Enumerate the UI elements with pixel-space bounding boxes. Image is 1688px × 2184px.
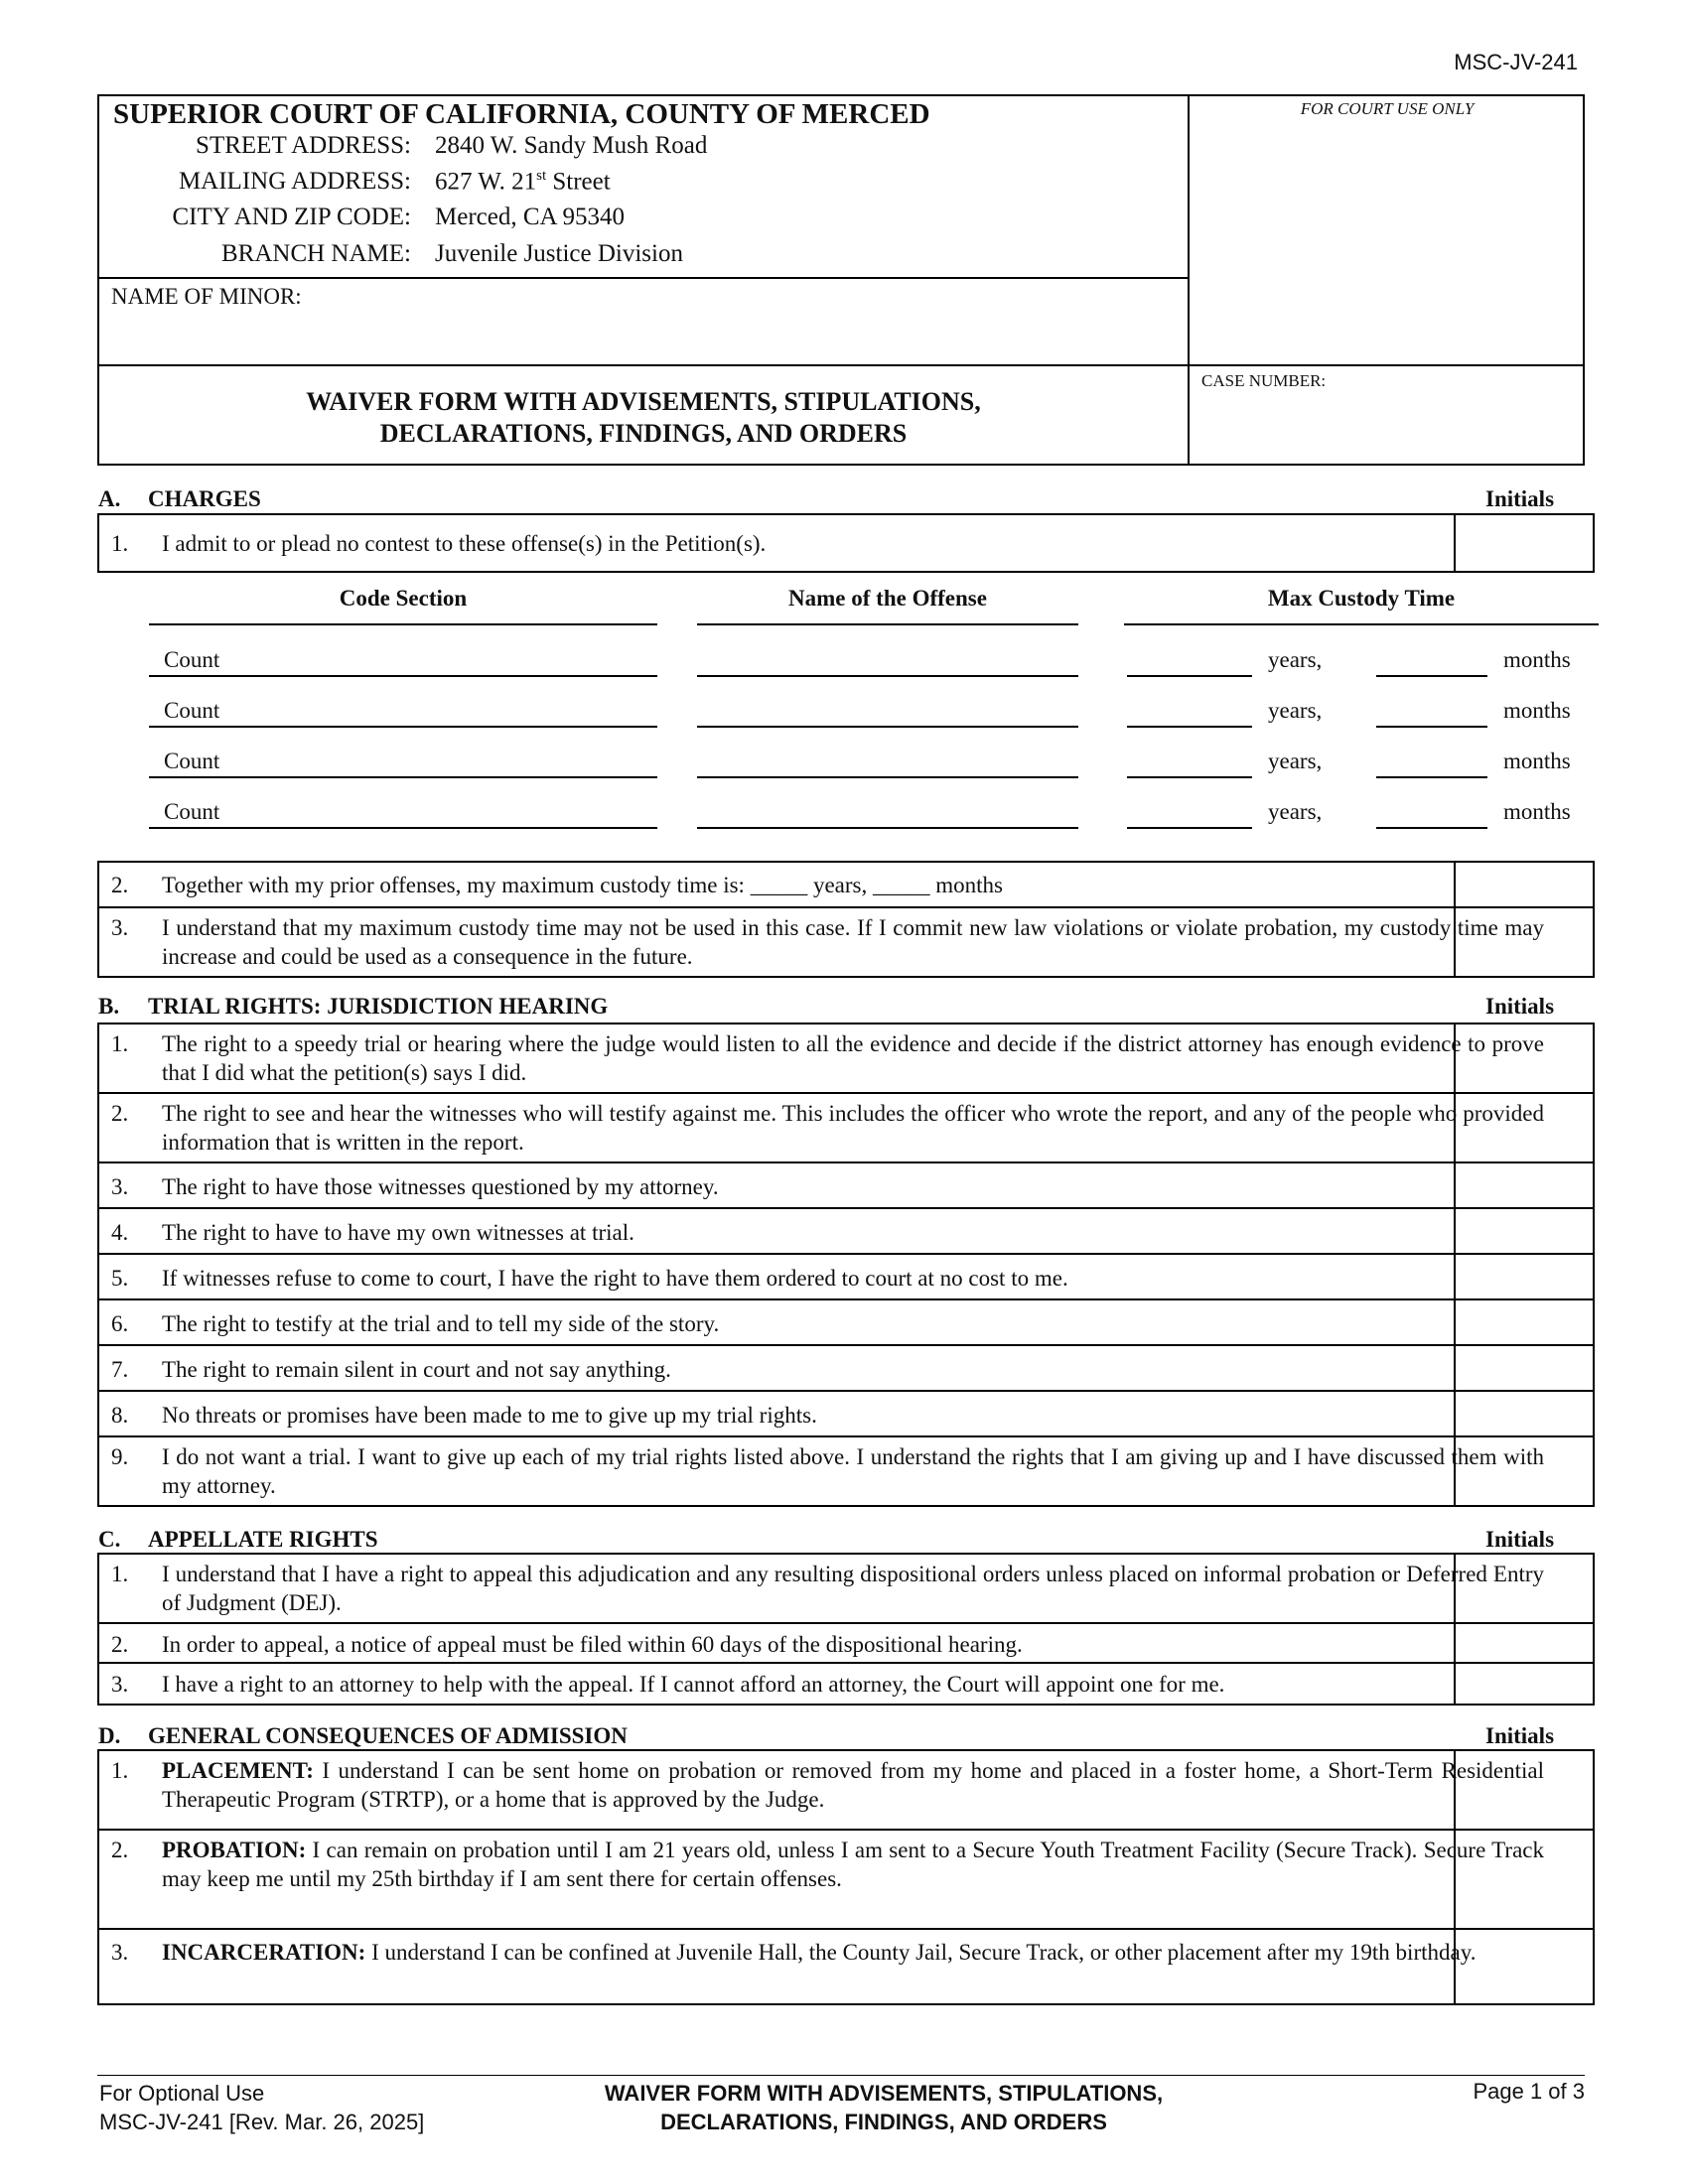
table-row: 7. The right to remain silent in court and not say anything. [99,1346,1593,1392]
initials-header: Initials [1485,486,1555,511]
section-a-item1: 1. I admit to or plead no contest to these offense(s) in the Petition(s). [97,513,1595,573]
section-b-heading: B. TRIAL RIGHTS: JURISDICTION HEARING [98,994,609,1019]
item-text: The right to have to have my own witnesses at trial. [162,1220,634,1245]
initials-box[interactable] [1454,1094,1593,1161]
offense-name-field[interactable] [697,776,1078,778]
years-label: years, [1268,799,1323,824]
initials-box[interactable] [1454,1255,1593,1298]
form-number: MSC-JV-241 [1454,50,1578,74]
years-label: years, [1268,698,1323,723]
initials-header: Initials [1485,1527,1555,1552]
years-field[interactable] [1127,726,1252,728]
table-row: 4. The right to have to have my own witnesses at trial. [99,1209,1593,1255]
code-section-field[interactable] [149,827,657,829]
initials-box[interactable] [1454,908,1593,976]
initials-box[interactable] [1454,1664,1593,1704]
count-label: Count [164,647,220,672]
initials-box[interactable] [1454,515,1593,571]
table-row: 5. If witnesses refuse to come to court, I have the right to have them ordered to court at no cost to me. [99,1255,1593,1300]
initials-box[interactable] [1454,1163,1593,1207]
section-d-table [97,1749,1595,2005]
item-text: The right to have those witnesses questioned by my attorney. [162,1174,719,1199]
item-text: PROBATION: I can remain on probation until I am 21 years old, unless I am sent to a Secure Youth Treatment Facility (Secure Track). Secure Track may keep me until my 25th birthday if I am sent there for certain offenses. [162,1838,1544,1891]
section-c-table [97,1553,1595,1706]
initials-box[interactable] [1454,1437,1593,1505]
code-section-field[interactable] [149,675,657,677]
footer-left: For Optional Use MSC-JV-241 [Rev. Mar. 26, 2025] [99,2081,425,2134]
form-title: WAIVER FORM WITH ADVISEMENTS, STIPULATIONS, DECLARATIONS, FINDINGS, AND ORDERS [306,387,981,448]
item-text: Together with my prior offenses, my maximum custody time is: _____ years, _____ months [162,873,1003,897]
years-field[interactable] [1127,827,1252,829]
code-section-field[interactable] [149,776,657,778]
offense-name-field[interactable] [697,726,1078,728]
col-max-custody: Max Custody Time [1267,586,1456,611]
initials-box[interactable] [1454,1392,1593,1435]
item-text: The right to see and hear the witnesses who will testify against me. This includes the officer who wrote the report, and any of the people who provided information that is written in the report. [162,1101,1544,1155]
code-section-field[interactable] [149,726,657,728]
mailing-value: 627 W. 21st Street [435,168,611,196]
initials-box[interactable] [1454,1555,1593,1622]
initials-box[interactable] [1454,1209,1593,1253]
item-text: In order to appeal, a notice of appeal must be filed within 60 days of the dispositional hearing. [162,1632,1023,1657]
table-row: 9. I do not want a trial. I want to give up each of my trial rights listed above. I understand the rights that I am giving up and I have discussed them with my attorney. [99,1437,1593,1505]
item-text: I understand that my maximum custody time may not be used in this case. If I commit new law violations or violate probation, my custody time may increase and could be used as a consequence in the future. [162,915,1544,969]
months-field[interactable] [1376,776,1487,778]
name-of-minor-field[interactable] [99,318,1186,361]
item-text: The right to a speedy trial or hearing where the judge would listen to all the evidence and decide if the district attorney has enough evidence to prove that I did what the petition(s) says I did. [162,1031,1544,1085]
table-row: 3. INCARCERATION: I understand I can be confined at Juvenile Hall, the County Jail, Secure Track, or other placement after my 19th birthday. [99,1930,1593,2003]
table-row: 2. The right to see and hear the witnesses who will testify against me. This includes the officer who wrote the report, and any of the people who provided information that is written in the report. [99,1094,1593,1163]
item-text: The right to testify at the trial and to tell my side of the story. [162,1311,720,1336]
street-label: STREET ADDRESS: [196,132,411,159]
section-a-heading: A. CHARGES [98,486,261,511]
offense-name-field[interactable] [697,827,1078,829]
mailing-label: MAILING ADDRESS: [178,168,411,195]
table-row: 1. The right to a speedy trial or hearing where the judge would listen to all the evidence and decide if the district attorney has enough evidence to prove that I did what the petition(s) says I did. [99,1024,1593,1094]
years-field[interactable] [1127,675,1252,677]
section-a-items-2-3: 2. Together with my prior offenses, my maximum custody time is: _____ years, _____ months 3. I understand that my maximum custody time may not be used in this case. If I commit new law violations or violate probation, my custody time may increase and could be used as a consequence in the future. [97,861,1595,978]
count-label: Count [164,698,220,723]
page-number: Page 1 of 3 [1473,2079,1585,2104]
offense-name-field[interactable] [697,675,1078,677]
name-of-minor-label: NAME OF MINOR: [111,284,302,309]
initials-box[interactable] [1454,1024,1593,1092]
item-text: If witnesses refuse to come to court, I have the right to have them ordered to court at no cost to me. [162,1266,1068,1291]
table-row: 8. No threats or promises have been made to me to give up my trial rights. [99,1392,1593,1437]
col-code-section: Code Section [339,586,468,611]
case-number-label: CASE NUMBER: [1201,371,1327,390]
months-label: months [1503,799,1571,824]
months-field[interactable] [1376,827,1487,829]
street-value: 2840 W. Sandy Mush Road [435,132,708,159]
case-number-field[interactable] [1192,397,1581,461]
city-value: Merced, CA 95340 [435,204,625,230]
branch-label: BRANCH NAME: [221,240,411,267]
table-row: 1. PLACEMENT: I understand I can be sent home on probation or removed from my home and placed in a foster home, a Short-Term Residential Therapeutic Program (STRTP), or a home that is approved by the Judge. [99,1751,1593,1831]
initials-header: Initials [1485,994,1555,1019]
years-field[interactable] [1127,776,1252,778]
table-row: 1. I understand that I have a right to appeal this adjudication and any resulting dispositional orders unless placed on informal probation or Deferred Entry of Judgment (DEJ). [99,1555,1593,1624]
court-use-label: FOR COURT USE ONLY [1300,99,1475,118]
table-row: 3. The right to have those witnesses questioned by my attorney. [99,1163,1593,1209]
table-row: 2. PROBATION: I can remain on probation until I am 21 years old, unless I am sent to a Secure Youth Treatment Facility (Secure Track). Secure Track may keep me until my 25th birthday if I am sent there for certain offenses. [99,1831,1593,1930]
initials-box[interactable] [1454,1831,1593,1928]
col-offense-name: Name of the Offense [788,586,987,611]
item-text: INCARCERATION: I understand I can be confined at Juvenile Hall, the County Jail, Secure Track, or other placement after my 19th birthday. [162,1940,1477,1965]
months-field[interactable] [1376,675,1487,677]
initials-header: Initials [1485,1723,1555,1748]
item-text: The right to remain silent in court and not say anything. [162,1357,671,1382]
footer-title: WAIVER FORM WITH ADVISEMENTS, STIPULATIONS, DECLARATIONS, FINDINGS, AND ORDERS [604,2081,1164,2134]
months-field[interactable] [1376,726,1487,728]
initials-box[interactable] [1454,1346,1593,1390]
table-row: 3. I have a right to an attorney to help with the appeal. If I cannot afford an attorney, the Court will appoint one for me. [99,1664,1593,1704]
count-label: Count [164,749,220,773]
months-label: months [1503,647,1571,672]
item-text: I understand that I have a right to appeal this adjudication and any resulting dispositional orders unless placed on informal probation or Deferred Entry of Judgment (DEJ). [162,1562,1544,1615]
months-label: months [1503,749,1571,773]
court-name: SUPERIOR COURT OF CALIFORNIA, COUNTY OF MERCED [113,98,930,130]
years-label: years, [1268,647,1323,672]
table-row: 6. The right to testify at the trial and to tell my side of the story. [99,1300,1593,1346]
count-label: Count [164,799,220,824]
item-text: PLACEMENT: I understand I can be sent home on probation or removed from my home and placed in a foster home, a Short-Term Residential Therapeutic Program (STRTP), or a home that is approved by the Judge. [162,1758,1544,1812]
city-label: CITY AND ZIP CODE: [172,204,411,230]
item-text: I do not want a trial. I want to give up each of my trial rights listed above. I understand the rights that I am giving up and I have discussed them with my attorney. [162,1444,1544,1498]
initials-box[interactable] [1454,1751,1593,1829]
initials-box[interactable] [1454,1300,1593,1344]
item-text: No threats or promises have been made to me to give up my trial rights. [162,1403,817,1428]
branch-value: Juvenile Justice Division [435,240,683,267]
months-label: months [1503,698,1571,723]
initials-box[interactable] [1454,1930,1593,2003]
table-row: 2. In order to appeal, a notice of appeal must be filed within 60 days of the dispositional hearing. [99,1624,1593,1664]
item-text: I have a right to an attorney to help with the appeal. If I cannot afford an attorney, the Court will appoint one for me. [162,1672,1225,1697]
item-text: I admit to or plead no contest to these offense(s) in the Petition(s). [162,531,767,556]
section-c-heading: C. APPELLATE RIGHTS [98,1527,378,1552]
initials-box[interactable] [1454,863,1593,906]
section-b-table [97,1023,1595,1507]
initials-box[interactable] [1454,1624,1593,1662]
years-label: years, [1268,749,1323,773]
section-d-heading: D. GENERAL CONSEQUENCES OF ADMISSION [98,1723,628,1748]
